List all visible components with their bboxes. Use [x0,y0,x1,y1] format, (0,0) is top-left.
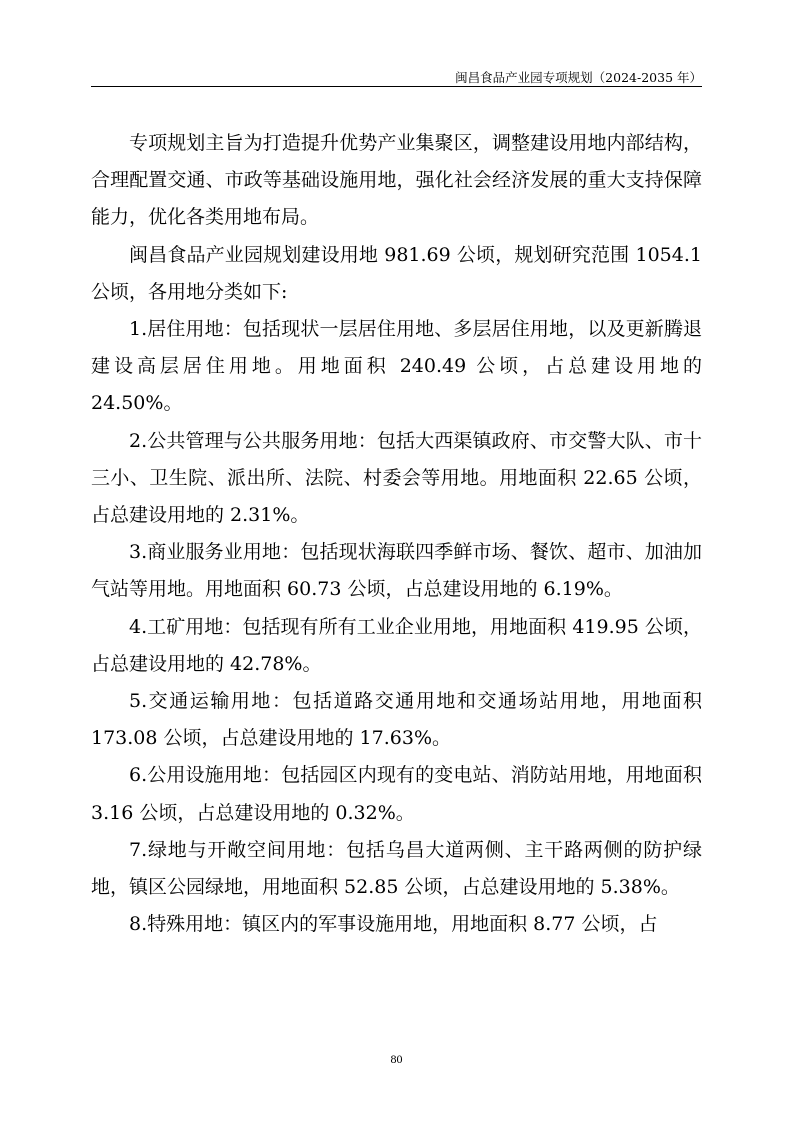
paragraph-residential: 1.居住用地：包括现状一层居住用地、多层居住用地，以及更新腾退建设高层居住用地。用地面积 240.49 公顷，占总建设用地的 24.50%。 [91,318,702,415]
paragraph-special: 8.特殊用地：镇区内的军事设施用地，用地面积 8.77 公顷，占 [129,913,658,936]
paragraph-land-summary: 闽昌食品产业园规划建设用地 981.69 公顷，规划研究范围 1054.1 公顷，各用地分类如下: [91,243,702,303]
paragraph-intro: 专项规划主旨为打造提升优势产业集聚区，调整建设用地内部结构，合理配置交通、市政等基础设施用地，强化社会经济发展的重大支持保障能力，优化各类用地布局。 [91,132,702,229]
page-number: 80 [390,1052,403,1066]
paragraph-utilities: 6.公用设施用地：包括园区内现有的变电站、消防站用地，用地面积 3.16 公顷，占总建设用地的 0.32%。 [91,764,702,824]
paragraph-public-service: 2.公共管理与公共服务用地：包括大西渠镇政府、市交警大队、市十三小、卫生院、派出所、法院、村委会等用地。用地面积 22.65 公顷，占总建设用地的 2.31%。 [91,429,702,527]
header-title: 闽昌食品产业园专项规划（2024-2035 年） [455,70,702,85]
paragraph-transport: 5.交通运输用地：包括道路交通用地和交通场站用地，用地面积 173.08 公顷，占总建设用地的 17.63%。 [91,690,702,750]
paragraph-green-space: 7.绿地与开敞空间用地：包括乌昌大道两侧、主干路两侧的防护绿地，镇区公园绿地，用地面积 52.85 公顷，占总建设用地的 5.38%。 [91,838,702,899]
document-body [91,125,702,943]
page-header [91,62,702,87]
paragraph-industrial: 4.工矿用地：包括现有所有工业企业用地，用地面积 419.95 公顷，占总建设用地的 42.78%。 [91,615,702,675]
paragraph-commercial: 3.商业服务业用地：包括现状海联四季鲜市场、餐饮、超市、加油加气站等用地。用地面积 60.73 公顷，占总建设用地的 6.19%。 [91,541,702,601]
